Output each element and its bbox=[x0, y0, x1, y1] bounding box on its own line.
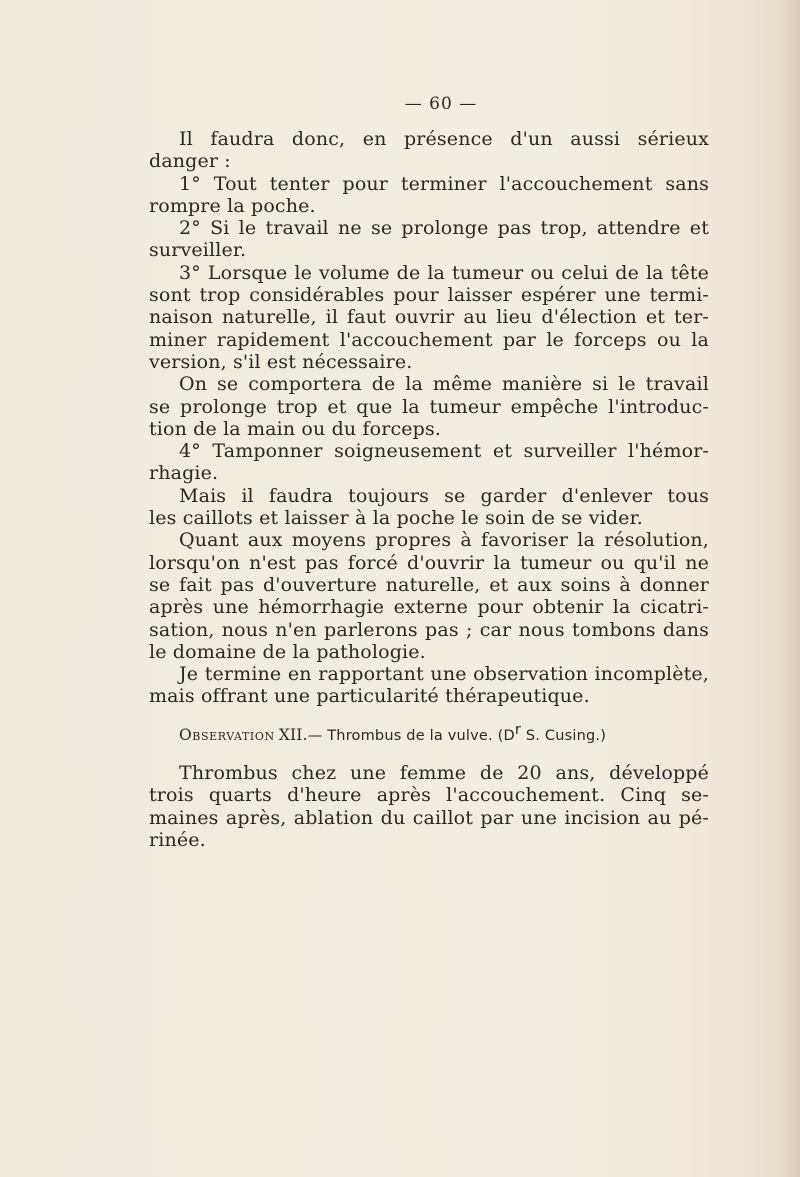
text-line: Quant aux moyens propres à favoriser la résolution, bbox=[179, 529, 709, 552]
text-line: se prolonge trop et que la tumeur empêche l'introduc- bbox=[149, 395, 709, 418]
text-line: trois quarts d'heure après l'accouchement. Cinq se- bbox=[149, 784, 709, 807]
text-block bbox=[149, 128, 709, 851]
observation-heading bbox=[149, 721, 709, 746]
observation-number: XII. bbox=[278, 725, 308, 744]
text-line: rompre la poche. bbox=[149, 194, 316, 217]
text-line: 3° Lorsque le volume de la tumeur ou celui de la tête bbox=[179, 261, 709, 284]
observation-title: — Thrombus de la vulve. (D bbox=[307, 727, 515, 744]
text-line: Mais il faudra toujours se garder d'enlever tous bbox=[179, 484, 709, 507]
page-number: — 60 — bbox=[404, 94, 478, 114]
text-line: 2° Si le travail ne se prolonge pas trop, attendre et bbox=[179, 217, 709, 240]
text-line: sont trop considérables pour laisser espérer une termi- bbox=[149, 284, 709, 307]
text-line: version, s'il est nécessaire. bbox=[149, 350, 413, 373]
text-line: miner rapidement l'accouchement par le forceps ou la bbox=[149, 328, 709, 351]
observation-title-end: S. Cusing.) bbox=[521, 727, 607, 744]
text-line: lorsqu'on n'est pas forcé d'ouvrir la tumeur ou qu'il ne bbox=[149, 551, 709, 574]
text-line: rinée. bbox=[149, 828, 206, 851]
page-edge-shadow bbox=[782, 0, 800, 1177]
text-line: naison naturelle, il faut ouvrir au lieu d'élection et ter- bbox=[149, 306, 709, 329]
text-line: tion de la main ou du forceps. bbox=[149, 417, 442, 440]
observation-label: Observation bbox=[179, 725, 275, 744]
text-line: surveiller. bbox=[149, 239, 247, 262]
text-line: le domaine de la pathologie. bbox=[149, 640, 426, 663]
text-line: On se comportera de la même manière si le travail bbox=[179, 373, 709, 396]
text-line: sation, nous n'en parlerons pas ; car nous tombons dans bbox=[149, 618, 709, 641]
text-line: Il faudra donc, en présence d'un aussi sérieux bbox=[179, 128, 709, 150]
text-line: danger : bbox=[149, 150, 231, 173]
text-line: les caillots et laisser à la poche le soin de se vider. bbox=[149, 507, 643, 530]
text-line: maines après, ablation du caillot par une incision au pé- bbox=[149, 806, 709, 829]
text-line: 4° Tamponner soigneusement et surveiller l'hémor- bbox=[179, 440, 709, 463]
text-line: mais offrant une particularité thérapeutique. bbox=[149, 685, 590, 708]
observation-title-sup: r bbox=[514, 721, 522, 738]
text-line: Thrombus chez une femme de 20 ans, développé bbox=[179, 762, 709, 785]
text-line: Je termine en rapportant une observation incomplète, bbox=[179, 663, 709, 686]
text-line: après une hémorrhagie externe pour obtenir la cicatri- bbox=[149, 596, 709, 619]
text-line: 1° Tout tenter pour terminer l'accouchement sans bbox=[179, 172, 709, 195]
text-line: se fait pas d'ouverture naturelle, et aux soins à donner bbox=[149, 573, 709, 596]
text-line: rhagie. bbox=[149, 462, 219, 485]
